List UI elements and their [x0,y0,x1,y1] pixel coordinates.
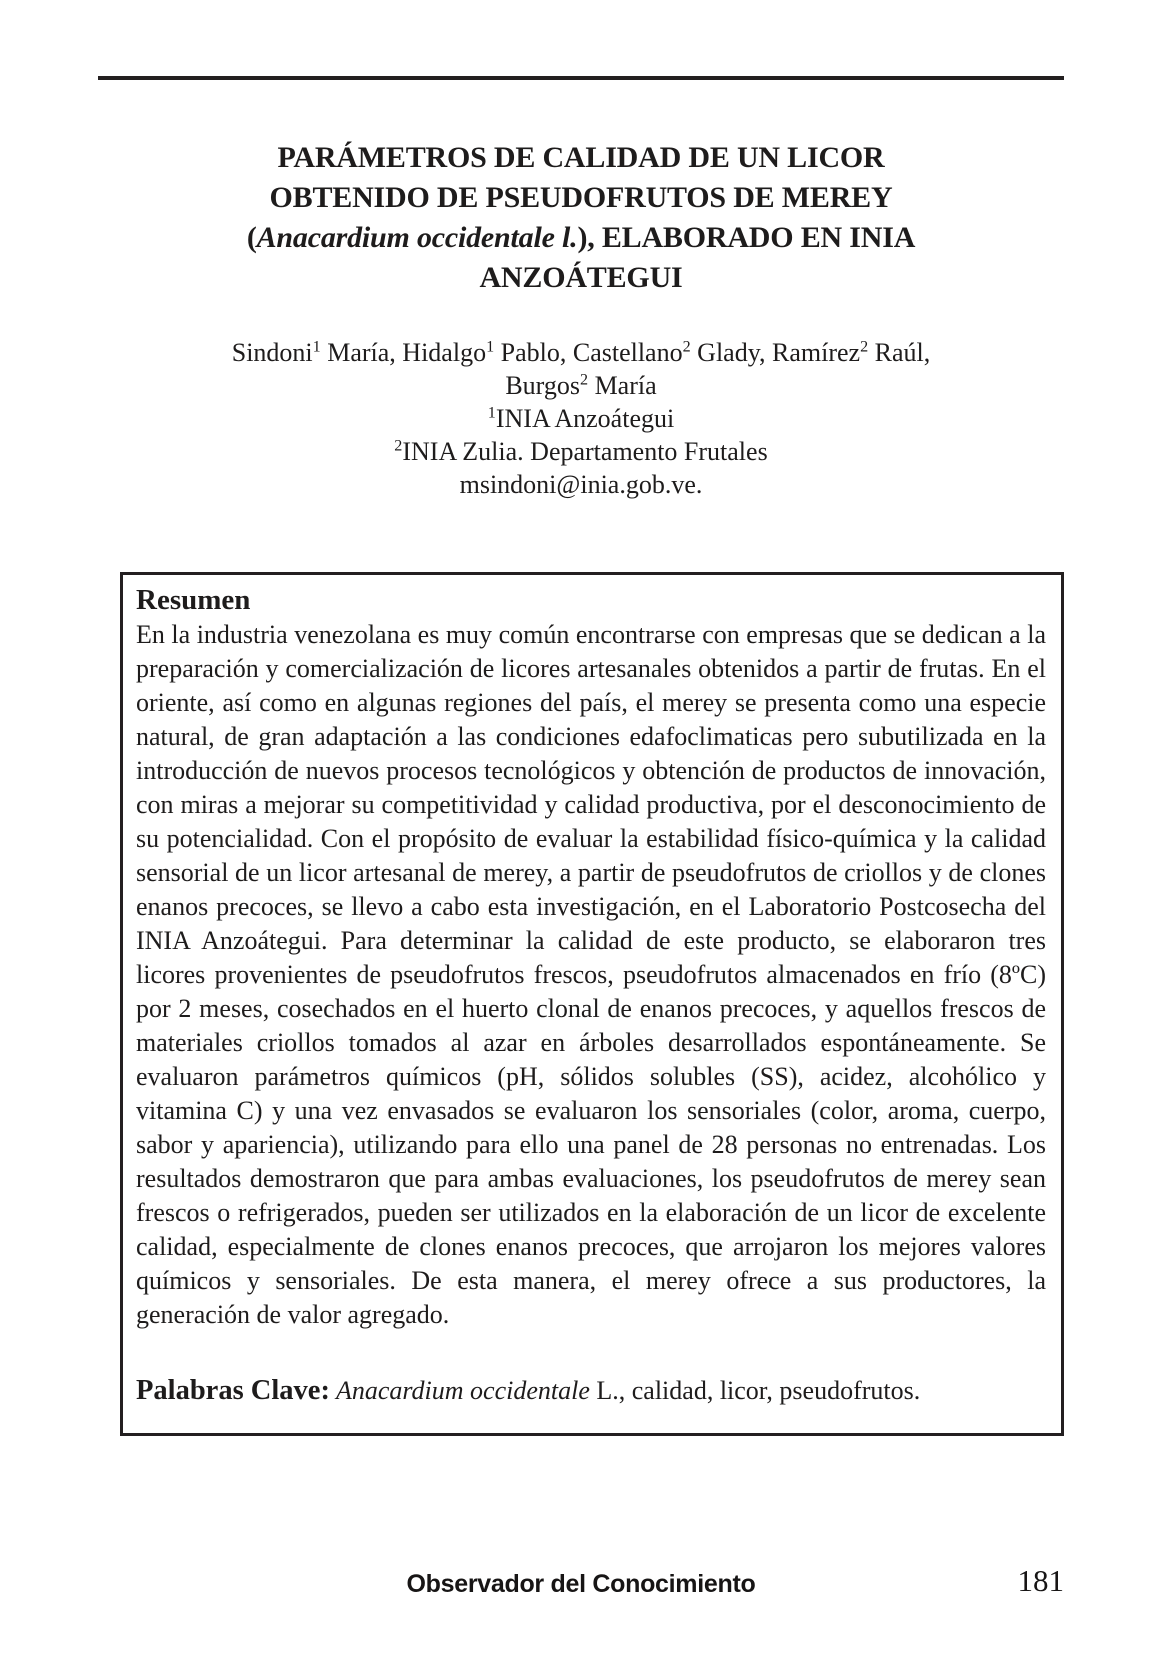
author-name: Burgos [505,371,580,400]
journal-name: Observador del Conocimiento [406,1570,756,1598]
keywords-species-name: Anacardium occidentale [329,1376,590,1405]
page-footer [98,1563,1064,1599]
affiliation-2 [98,435,1064,468]
title-species-name: Anacardium occidentale l. [256,221,578,254]
keywords-list: L., calidad, licor, pseudofrutos. [589,1376,921,1405]
keywords-label: Palabras Clave: [136,1375,330,1406]
abstract-text: En la industria venezolana es muy común encontrarse con empresas que se dedican a la preparación y comercialización de licores artesanales obtenidos a partir de frutas. En el oriente, así como en algunas regiones del país, el merey se presenta como una especie natural, de gran adaptación a las condiciones edafoclimaticas pero subutilizada en la introducción de nuevos procesos tecnológicos y obtención de productos de innovación, con miras a mejorar su competitividad y calidad productiva, por el desconocimiento de su potencialidad. Con el propósito de evaluar la estabilidad físico-química y la calidad sensorial de un licor artesanal de merey, a partir de pseudofrutos de criollos y de clones enanos precoces, se llevo a cabo esta investigación, en el Laboratorio Postcosecha del INIA Anzoátegui. Para determinar la calidad de este producto, se elaboraron tres licores provenientes de pseudofrutos frescos, pseudofrutos almacenados en frío (8ºC) por 2 meses, cosechados en el huerto clonal de enanos precoces, y aquellos frescos de materiales criollos tomados al azar en árboles desarrollados espontáneamente. Se evaluaron parámetros químicos (pH, sólidos solubles (SS), acidez, alcohólico y vitamina C) y una vez envasados se evaluaron los sensoriales (color, aroma, cuerpo, sabor y apariencia), utilizando para ello una panel de 28 personas no entrenadas. Los resultados demostraron que para ambas evaluaciones, los pseudofrutos de merey sean frescos o refrigerados, pueden ser utilizados en la elaboración de un licor de excelente calidad, especialmente de clones enanos precoces, que arrojaron los mejores valores químicos y sensoriales. De esta manera, el merey ofrece a sus productores, la generación de valor agregado. [136,620,1046,1329]
title-line-3 [98,218,1064,258]
author-name: Glady, Ramírez [690,338,861,367]
abstract-box [120,572,1064,1436]
affiliation-1 [98,402,1064,435]
author-affiliation-superscript: 1 [486,338,495,356]
author-affiliation-superscript: 2 [682,338,691,356]
title-line-4: ANZOÁTEGUI [479,261,683,294]
article-title [98,138,1064,298]
affiliation-text: INIA Anzoátegui [495,404,675,433]
author-name: María, Hidalgo [320,338,487,367]
keywords-line [136,1374,1046,1408]
author-affiliation-superscript: 1 [312,338,321,356]
author-affiliation-superscript: 2 [580,371,589,389]
authors-line-2 [98,369,1064,402]
top-horizontal-rule [98,76,1064,80]
affiliation-superscript: 1 [487,404,496,422]
contact-email: msindoni@inia.gob.ve. [459,470,703,499]
page-number: 181 [1017,1563,1064,1598]
author-name: Sindoni [231,338,313,367]
author-name: Pablo, Castellano [494,338,683,367]
authors-block [98,336,1064,501]
author-name: Raúl, [868,338,931,367]
title-line-3-rest: ), ELABORADO EN INIA [577,221,916,254]
title-paren-open: ( [246,221,257,254]
title-line-1: PARÁMETROS DE CALIDAD DE UN LICOR [277,141,885,174]
title-line-2: OBTENIDO DE PSEUDOFRUTOS DE MEREY [269,181,893,214]
affiliation-text: INIA Zulia. Departamento Frutales [402,437,768,466]
authors-line-1 [98,336,1064,369]
affiliation-superscript: 2 [394,437,403,455]
author-affiliation-superscript: 2 [860,338,869,356]
author-name: María [588,371,657,400]
abstract-heading: Resumen [136,584,251,616]
